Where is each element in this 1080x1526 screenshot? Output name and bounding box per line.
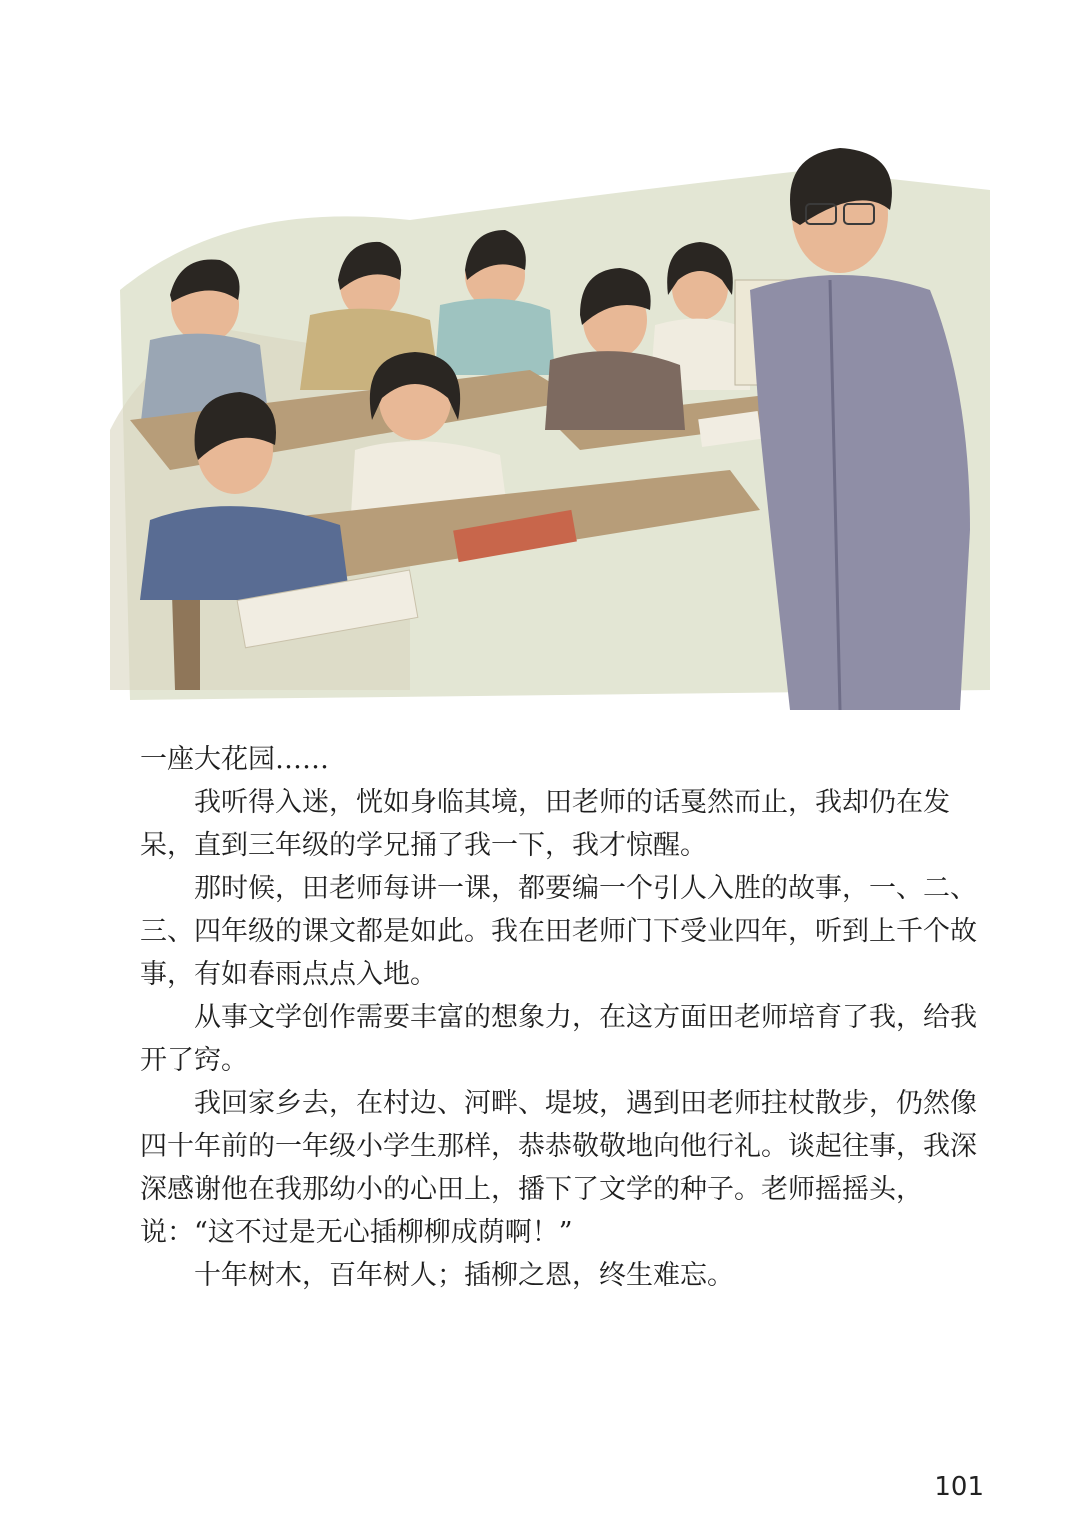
paragraph: 我回家乡去，在村边、河畔、堤坡，遇到田老师拄杖散步，仍然像四十年前的一年级小学生那样，恭恭敬敬地向他行礼。谈起往事，我深深感谢他在我那幼小的心田上，播下了文学的种子。老师摇摇头，说：“这不过是无心插柳柳成荫啊！” — [140, 1088, 977, 1248]
page-number: 101 — [934, 1472, 984, 1502]
paragraph: 我听得入迷，恍如身临其境，田老师的话戛然而止，我却仍在发呆，直到三年级的学兄捅了我一下，我才惊醒。 — [140, 787, 950, 861]
classroom-illustration — [110, 130, 1000, 720]
paragraph: 十年树木，百年树人；插柳之恩，终生难忘。 — [194, 1260, 734, 1291]
paragraph: 那时候，田老师每讲一课，都要编一个引人入胜的故事，一、二、三、四年级的课文都是如此。我在田老师门下受业四年，听到上千个故事，有如春雨点点入地。 — [140, 873, 977, 990]
paragraph: 从事文学创作需要丰富的想象力，在这方面田老师培育了我，给我开了窍。 — [140, 1002, 977, 1076]
paragraph: 一座大花园…… — [140, 744, 329, 775]
article-body — [140, 738, 990, 1297]
